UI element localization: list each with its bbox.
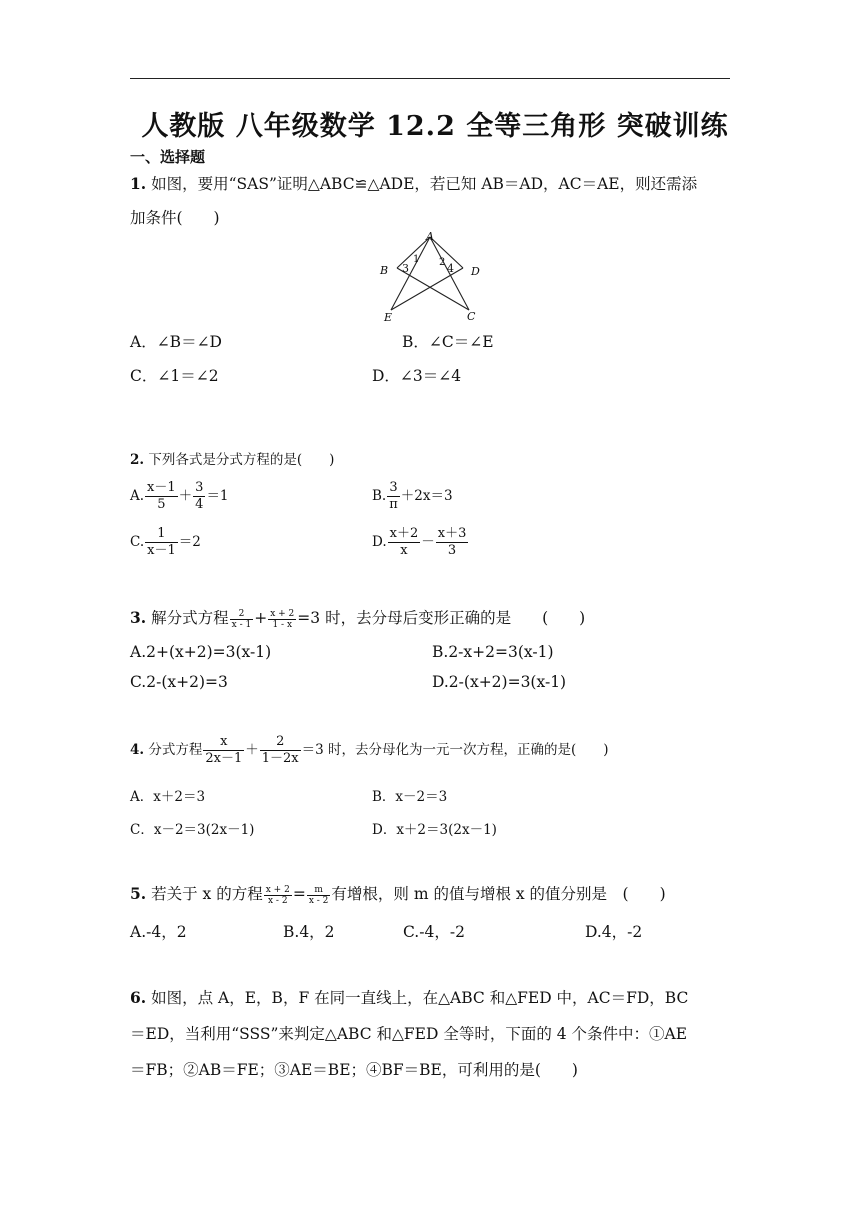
option-b[interactable]: B. $\frac{3}{\pi}$ ＋2x＝3 bbox=[372, 480, 453, 512]
label-A: A bbox=[426, 230, 434, 243]
fraction: $\frac{m}{x - 2}$ bbox=[308, 884, 329, 906]
label-angle-4: 4 bbox=[447, 262, 454, 275]
question-number: 3. bbox=[130, 608, 147, 627]
question-6 bbox=[130, 980, 688, 1016]
fraction: $\frac{x}{2x-1}$ bbox=[205, 734, 243, 766]
option-label: B. bbox=[372, 488, 387, 504]
label-D: D bbox=[471, 265, 480, 278]
option-d[interactable]: D．x＋2＝3(2x－1) bbox=[372, 822, 497, 838]
option-c[interactable]: C.-4，-2 bbox=[403, 923, 465, 941]
question-text: 如图，点 A，E，B，F 在同一直线上，在△ABC 和△FED 中，AC＝FD，BC bbox=[151, 989, 689, 1007]
question-text: 下列各式是分式方程的是( ) bbox=[148, 452, 335, 468]
option-a[interactable]: A. $\frac{x-1}{5}$ ＋ $\frac{3}{4}$ ＝1 bbox=[130, 480, 229, 512]
question-text: =3 时，去分母后变形正确的是 ( ) bbox=[297, 609, 586, 627]
option-c[interactable]: C．∠1＝∠2 bbox=[130, 367, 219, 385]
question-3: 3. 解分式方程 $\frac{2}{x - 1}$ + $\frac{x + 2}{1 - x}$ =3 时，去分母后变形正确的是 ( ) bbox=[130, 608, 586, 630]
section-heading: 一、选择题 bbox=[130, 148, 206, 166]
option-c[interactable]: C.2-(x+2)=3 bbox=[130, 673, 228, 691]
fraction: $\frac{2}{x - 1}$ bbox=[231, 608, 252, 630]
question-6-line3: ＝FB；②AB＝FE；③AE＝BE；④BF＝BE，可利用的是( ) bbox=[130, 1061, 578, 1079]
label-angle-1: 1 bbox=[413, 254, 420, 265]
option-b[interactable]: B.4，2 bbox=[283, 923, 335, 941]
label-angle-3: 3 bbox=[402, 262, 409, 275]
option-b[interactable]: B．x－2＝3 bbox=[372, 789, 448, 805]
question-text: 如图，要用“SAS”证明△ABC≌△ADE，若已知 AB＝AD，AC＝AE，则还需添 bbox=[151, 175, 698, 193]
option-c[interactable]: C. $\frac{1}{x-1}$ ＝2 bbox=[130, 526, 201, 558]
option-d[interactable]: D.4，-2 bbox=[585, 923, 643, 941]
option-label: D. bbox=[372, 534, 387, 550]
triangle-figure-1 bbox=[375, 228, 495, 328]
question-text: 分式方程 bbox=[148, 742, 203, 758]
label-C: C bbox=[467, 310, 476, 323]
fraction: $\frac{x + 2}{x - 2}$ bbox=[265, 884, 290, 906]
option-d[interactable]: D. $\frac{x+2}{x}$ － $\frac{x+3}{3}$ bbox=[372, 526, 467, 558]
question-text: 有增根，则 m 的值与增根 x 的值分别是 ( ) bbox=[331, 885, 666, 903]
question-4: 4. 分式方程 $\frac{x}{2x-1}$ ＋ $\frac{2}{1-2x}$ ＝3 时，去分母化为一元一次方程，正确的是( ) bbox=[130, 734, 609, 766]
label-B: B bbox=[380, 264, 389, 277]
question-text: 解分式方程 bbox=[151, 609, 229, 627]
option-a[interactable]: A.2+(x+2)=3(x-1) bbox=[130, 643, 272, 661]
option-c[interactable]: C．x－2＝3(2x－1) bbox=[130, 822, 255, 838]
label-angle-2: 2 bbox=[439, 257, 446, 268]
fraction: $\frac{2}{1-2x}$ bbox=[261, 734, 299, 766]
fraction: $\frac{x+2}{x}$ bbox=[389, 526, 419, 558]
question-number: 1. bbox=[130, 174, 147, 193]
page-title: 人教版 八年级数学 12.2 全等三角形 突破训练 bbox=[141, 111, 729, 142]
question-5: 5. 若关于 x 的方程 $\frac{x + 2}{x - 2}$ = $\frac{m}{x - 2}$ 有增根，则 m 的值与增根 x 的值分别是 ( ) bbox=[130, 884, 666, 906]
question-number: 2. bbox=[130, 452, 145, 468]
header-rule bbox=[130, 78, 730, 79]
question-number: 5. bbox=[130, 884, 147, 903]
option-a[interactable]: A.-4，2 bbox=[130, 923, 187, 941]
fraction: $\frac{1}{x-1}$ bbox=[147, 526, 176, 558]
label-E: E bbox=[384, 311, 393, 324]
option-a[interactable]: A．x＋2＝3 bbox=[130, 789, 206, 805]
question-text: 若关于 x 的方程 bbox=[151, 885, 263, 903]
question-text: 加条件( ) bbox=[130, 209, 220, 227]
option-d[interactable]: D．∠3＝∠4 bbox=[372, 367, 462, 385]
option-b[interactable]: B．∠C＝∠E bbox=[402, 333, 494, 351]
question-1-line2 bbox=[130, 200, 220, 236]
question-number: 6. bbox=[130, 988, 147, 1007]
question-2 bbox=[130, 442, 334, 478]
fraction: $\frac{x + 2}{1 - x}$ bbox=[270, 608, 295, 630]
question-6-line2: ＝ED，当利用“SSS”来判定△ABC 和△FED 全等时，下面的 4 个条件中：①AE bbox=[130, 1025, 688, 1043]
question-1 bbox=[130, 166, 697, 202]
question-text: ＝3 时，去分母化为一元一次方程，正确的是( ) bbox=[301, 742, 609, 758]
fraction: $\frac{3}{4}$ bbox=[195, 480, 204, 512]
option-b[interactable]: B.2-x+2=3(x-1) bbox=[432, 643, 554, 661]
fraction: $\frac{x+3}{3}$ bbox=[437, 526, 467, 558]
option-label: A. bbox=[130, 488, 145, 504]
fraction: $\frac{3}{\pi}$ bbox=[389, 480, 398, 512]
question-number: 4. bbox=[130, 742, 145, 758]
option-label: C. bbox=[130, 534, 145, 550]
option-a[interactable]: A．∠B＝∠D bbox=[130, 333, 222, 351]
fraction: $\frac{x-1}{5}$ bbox=[147, 480, 176, 512]
option-d[interactable]: D.2-(x+2)=3(x-1) bbox=[432, 673, 567, 691]
